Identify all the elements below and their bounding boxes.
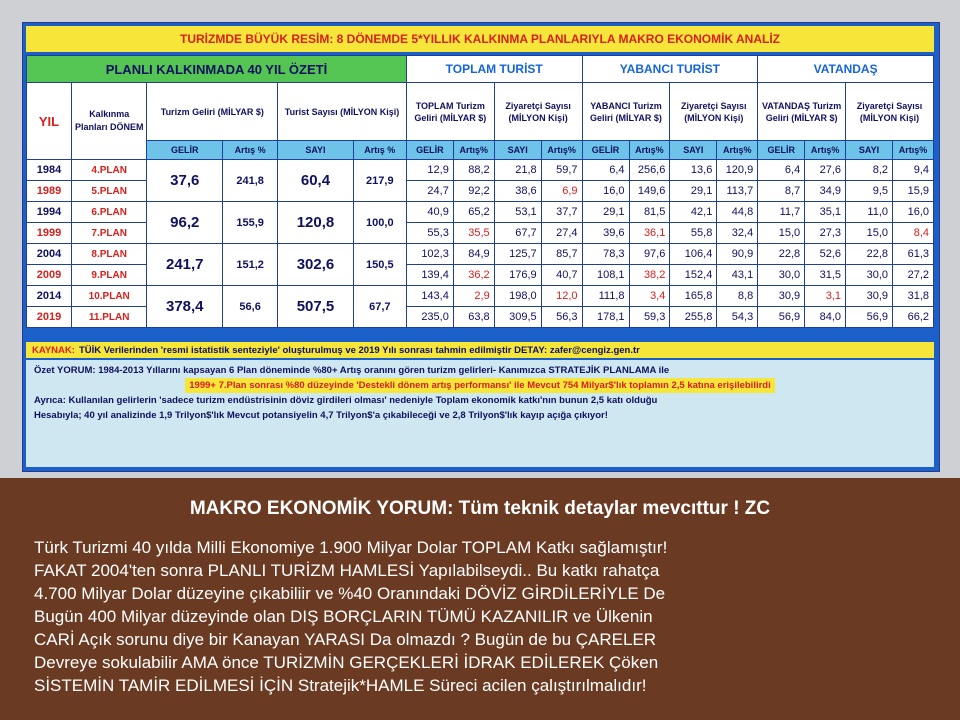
value-cell: 38,2 (629, 265, 670, 286)
value-cell: 63,8 (453, 307, 494, 328)
value-cell: 16,0 (893, 202, 934, 223)
value-cell: 29,1 (582, 202, 629, 223)
year-cell: 1994 (27, 202, 72, 223)
value-cell: 78,3 (582, 244, 629, 265)
value-cell: 8,8 (717, 286, 758, 307)
value-cell: 66,2 (893, 307, 934, 328)
value-cell: 3,1 (805, 286, 846, 307)
toplam-turist-header: TOPLAM TURİST (406, 56, 582, 83)
yabanci-gelir-header: YABANCI Turizm Geliri (MİLYAR $) (582, 83, 670, 141)
value-cell: 61,3 (893, 244, 934, 265)
summary-sayi-cell: 507,5 (278, 286, 354, 328)
subheader-cell: Artış% (629, 141, 670, 160)
value-cell: 235,0 (406, 307, 453, 328)
value-cell: 35,5 (453, 223, 494, 244)
commentary-line: 4.700 Milyar Dolar düzeyine çıkabiliir ve %40 Oranındaki DÖVİZ GİRDİLERİYLE De (34, 584, 666, 603)
value-cell: 8,4 (893, 223, 934, 244)
value-cell: 24,7 (406, 181, 453, 202)
value-cell: 15,9 (893, 181, 934, 202)
value-cell: 55,8 (670, 223, 717, 244)
summary-sayi-artis-cell: 217,9 (353, 160, 406, 202)
table-row (27, 244, 934, 265)
subheader-cell: SAYI (670, 141, 717, 160)
plan-cell: 4.PLAN (71, 160, 147, 181)
value-cell: 309,5 (494, 307, 541, 328)
table-row (27, 160, 934, 181)
value-cell: 35,1 (805, 202, 846, 223)
source-note (26, 342, 934, 358)
table-row (27, 202, 934, 223)
subheader-cell: GELİR (406, 141, 453, 160)
value-cell: 139,4 (406, 265, 453, 286)
value-cell: 13,6 (670, 160, 717, 181)
summary-line-4: Hesabıyla; 40 yıl analizinde 1,9 Trilyon$'lık Mevcut potansiyelin 4,7 Trilyon$'a çıkabileceği ve 2,8 Trilyon$'lık kayıp açığa çıkıyor! (34, 410, 608, 421)
year-cell: 2004 (27, 244, 72, 265)
plan-cell: 6.PLAN (71, 202, 147, 223)
value-cell: 27,6 (805, 160, 846, 181)
subheader-cell: Artış% (805, 141, 846, 160)
value-cell: 8,7 (758, 181, 805, 202)
value-cell: 3,4 (629, 286, 670, 307)
value-cell: 255,8 (670, 307, 717, 328)
year-cell: 2019 (27, 307, 72, 328)
value-cell: 97,6 (629, 244, 670, 265)
value-cell: 11,0 (846, 202, 893, 223)
summary-sayi-artis-cell: 100,0 (353, 202, 406, 244)
plan-cell: 11.PLAN (71, 307, 147, 328)
commentary-text (34, 536, 946, 697)
value-cell: 113,7 (717, 181, 758, 202)
subheader-cell: Artış% (893, 141, 934, 160)
summary-gelir-cell: 37,6 (147, 160, 223, 202)
turist-sayisi-header: Turist Sayısı (MİLYON Kişi) (278, 83, 407, 141)
year-cell: 1989 (27, 181, 72, 202)
value-cell: 37,7 (541, 202, 582, 223)
summary-gelir-cell: 378,4 (147, 286, 223, 328)
value-cell: 59,3 (629, 307, 670, 328)
value-cell: 102,3 (406, 244, 453, 265)
summary-sayi-cell: 60,4 (278, 160, 354, 202)
value-cell: 67,7 (494, 223, 541, 244)
value-cell: 56,3 (541, 307, 582, 328)
value-cell: 27,4 (541, 223, 582, 244)
vatandas-header: VATANDAŞ (758, 56, 934, 83)
yil-header: YIL (27, 83, 72, 160)
commentary-title: MAKRO EKONOMİK YORUM: Tüm teknik detaylar mevcıttur ! ZC (189, 498, 771, 519)
value-cell: 165,8 (670, 286, 717, 307)
value-cell: 9,5 (846, 181, 893, 202)
value-cell: 30,9 (758, 286, 805, 307)
value-cell: 108,1 (582, 265, 629, 286)
value-cell: 65,2 (453, 202, 494, 223)
subheader-cell: GELİR (758, 141, 805, 160)
value-cell: 38,6 (494, 181, 541, 202)
value-cell: 16,0 (582, 181, 629, 202)
subheader-cell: SAYI (494, 141, 541, 160)
value-cell: 53,1 (494, 202, 541, 223)
value-cell: 44,8 (717, 202, 758, 223)
plan-cell: 10.PLAN (71, 286, 147, 307)
toplam-ziyaretci-header: Ziyaretçi Sayısı (MİLYON Kişi) (494, 83, 582, 141)
value-cell: 30,0 (758, 265, 805, 286)
source-text: TÜİK Verilerinden 'resmi istatistik senteziyle' oluşturulmuş ve 2019 Yılı sonrası tahmin edilmiştir DETAY: zafer@cengiz.gen.tr (78, 344, 640, 356)
value-cell: 39,6 (582, 223, 629, 244)
value-cell: 84,0 (805, 307, 846, 328)
spreadsheet-image (22, 22, 940, 472)
value-cell: 6,4 (758, 160, 805, 181)
value-cell: 22,8 (846, 244, 893, 265)
subheader-cell: SAYI (278, 141, 354, 160)
value-cell: 8,2 (846, 160, 893, 181)
summary-gelir-cell: 96,2 (147, 202, 223, 244)
value-cell: 84,9 (453, 244, 494, 265)
commentary-line: CARİ Açık sorunu diye bir Kanayan YARASI Da olmazdı ? Bugün de bu ÇARELER (34, 630, 657, 649)
value-cell: 152,4 (670, 265, 717, 286)
value-cell: 92,2 (453, 181, 494, 202)
value-cell: 56,9 (846, 307, 893, 328)
value-cell: 2,9 (453, 286, 494, 307)
summary-gelir-cell: 241,7 (147, 244, 223, 286)
commentary-line: FAKAT 2004'ten sonra PLANLI TURİZM HAMLESİ Yapılabilseydi.. Bu katkı rahatça (34, 561, 660, 580)
value-cell: 143,4 (406, 286, 453, 307)
value-cell: 85,7 (541, 244, 582, 265)
subheader-cell: Artış% (541, 141, 582, 160)
turizm-geliri-header: Turizm Geliri (MİLYAR $) (147, 83, 278, 141)
value-cell: 6,4 (582, 160, 629, 181)
summary-gelir-artis-cell: 56,6 (223, 286, 278, 328)
value-cell: 12,0 (541, 286, 582, 307)
value-cell: 178,1 (582, 307, 629, 328)
summary-line-2: 1999+ 7.Plan sonrası %80 düzeyinde 'Destekli dönem artış performansı' ile Mevcut 754 Milyar$'lık toplamın 2,5 katına erişilebilirdi (185, 378, 775, 393)
banner-title: TURİZMDE BÜYÜK RESİM: 8 DÖNEMDE 5*YILLIK KALKINMA PLANLARIYLA MAKRO EKONOMİK ANALİZ (180, 32, 780, 46)
value-cell: 30,9 (846, 286, 893, 307)
value-cell: 27,2 (893, 265, 934, 286)
summary-sayi-artis-cell: 67,7 (353, 286, 406, 328)
value-cell: 27,3 (805, 223, 846, 244)
plan-cell: 8.PLAN (71, 244, 147, 265)
summary-line-3: Ayrıca: Kullanılan gelirlerin 'sadece turizm endüstrisinin döviz girdileri olması' nedeniyle Toplam ekonomik katkı'nın bunun 2,5 katı olduğu (34, 395, 658, 406)
value-cell: 15,0 (758, 223, 805, 244)
summary-gelir-artis-cell: 151,2 (223, 244, 278, 286)
summary-line-1: Özet YORUM: 1984-2013 Yıllarını kapsayan 6 Plan döneminde %80+ Artış oranını gören turizm gelirleri- Kanımızca STRATEJİK PLANLAMA ile (34, 365, 670, 376)
value-cell: 52,6 (805, 244, 846, 265)
subheader-cell: GELİR (147, 141, 223, 160)
value-cell: 29,1 (670, 181, 717, 202)
value-cell: 149,6 (629, 181, 670, 202)
value-cell: 15,0 (846, 223, 893, 244)
plan-header: Kalkınma Planları DÖNEM (71, 83, 147, 160)
value-cell: 88,2 (453, 160, 494, 181)
value-cell: 6,9 (541, 181, 582, 202)
value-cell: 56,9 (758, 307, 805, 328)
value-cell: 90,9 (717, 244, 758, 265)
subheader-cell: Artış% (717, 141, 758, 160)
value-cell: 31,5 (805, 265, 846, 286)
value-cell: 59,7 (541, 160, 582, 181)
subheader-cell: GELİR (582, 141, 629, 160)
yabanci-ziyaretci-header: Ziyaretçi Sayısı (MİLYON Kişi) (670, 83, 758, 141)
summary-sayi-artis-cell: 150,5 (353, 244, 406, 286)
value-cell: 11,7 (758, 202, 805, 223)
plan-cell: 7.PLAN (71, 223, 147, 244)
commentary-line: SİSTEMİN TAMİR EDİLMESİ İÇİN Stratejik*HAMLE Süreci acilen çalıştırılmalıdır! (34, 676, 647, 695)
value-cell: 111,8 (582, 286, 629, 307)
sheet-banner (26, 26, 934, 52)
summary-gelir-artis-cell: 241,8 (223, 160, 278, 202)
summary-gelir-artis-cell: 155,9 (223, 202, 278, 244)
value-cell: 125,7 (494, 244, 541, 265)
value-cell: 106,4 (670, 244, 717, 265)
subheader-cell: Artış % (353, 141, 406, 160)
year-cell: 2009 (27, 265, 72, 286)
value-cell: 36,2 (453, 265, 494, 286)
toplam-gelir-header: TOPLAM Turizm Geliri (MİLYAR $) (406, 83, 494, 141)
value-cell: 55,3 (406, 223, 453, 244)
value-cell: 22,8 (758, 244, 805, 265)
yabanci-turist-header: YABANCI TURİST (582, 56, 758, 83)
value-cell: 30,0 (846, 265, 893, 286)
ozet-header: PLANLI KALKINMADA 40 YIL ÖZETİ (27, 56, 407, 83)
value-cell: 36,1 (629, 223, 670, 244)
value-cell: 21,8 (494, 160, 541, 181)
value-cell: 54,3 (717, 307, 758, 328)
commentary-line: Bugün 400 Milyar düzeyinde olan DIŞ BORÇLARIN TÜMÜ KAZANILIR ve Ülkenin (34, 607, 653, 626)
commentary-line: Türk Turizmi 40 yılda Milli Ekonomiye 1.900 Milyar Dolar TOPLAM Katkı sağlamıştır! (34, 538, 668, 557)
vatandas-ziyaretci-header: Ziyaretçi Sayısı (MİLYON Kişi) (846, 83, 934, 141)
value-cell: 198,0 (494, 286, 541, 307)
value-cell: 12,9 (406, 160, 453, 181)
value-cell: 31,8 (893, 286, 934, 307)
data-table (26, 55, 934, 328)
value-cell: 43,1 (717, 265, 758, 286)
subheader-cell: SAYI (846, 141, 893, 160)
value-cell: 256,6 (629, 160, 670, 181)
year-cell: 1984 (27, 160, 72, 181)
year-cell: 2014 (27, 286, 72, 307)
value-cell: 34,9 (805, 181, 846, 202)
plan-cell: 9.PLAN (71, 265, 147, 286)
value-cell: 32,4 (717, 223, 758, 244)
value-cell: 9,4 (893, 160, 934, 181)
vatandas-gelir-header: VATANDAŞ Turizm Geliri (MİLYAR $) (758, 83, 846, 141)
value-cell: 81,5 (629, 202, 670, 223)
source-label: KAYNAK: (32, 344, 75, 356)
summary-box (26, 360, 934, 467)
value-cell: 40,9 (406, 202, 453, 223)
summary-sayi-cell: 302,6 (278, 244, 354, 286)
commentary-line: Devreye sokulabilir AMA önce TURİZMİN GERÇEKLERİ İDRAK EDİLEREK Çöken (34, 653, 659, 672)
value-cell: 120,9 (717, 160, 758, 181)
subheader-cell: Artış % (223, 141, 278, 160)
year-cell: 1999 (27, 223, 72, 244)
value-cell: 176,9 (494, 265, 541, 286)
table-row (27, 286, 934, 307)
summary-sayi-cell: 120,8 (278, 202, 354, 244)
plan-cell: 5.PLAN (71, 181, 147, 202)
value-cell: 40,7 (541, 265, 582, 286)
subheader-cell: Artış% (453, 141, 494, 160)
value-cell: 42,1 (670, 202, 717, 223)
